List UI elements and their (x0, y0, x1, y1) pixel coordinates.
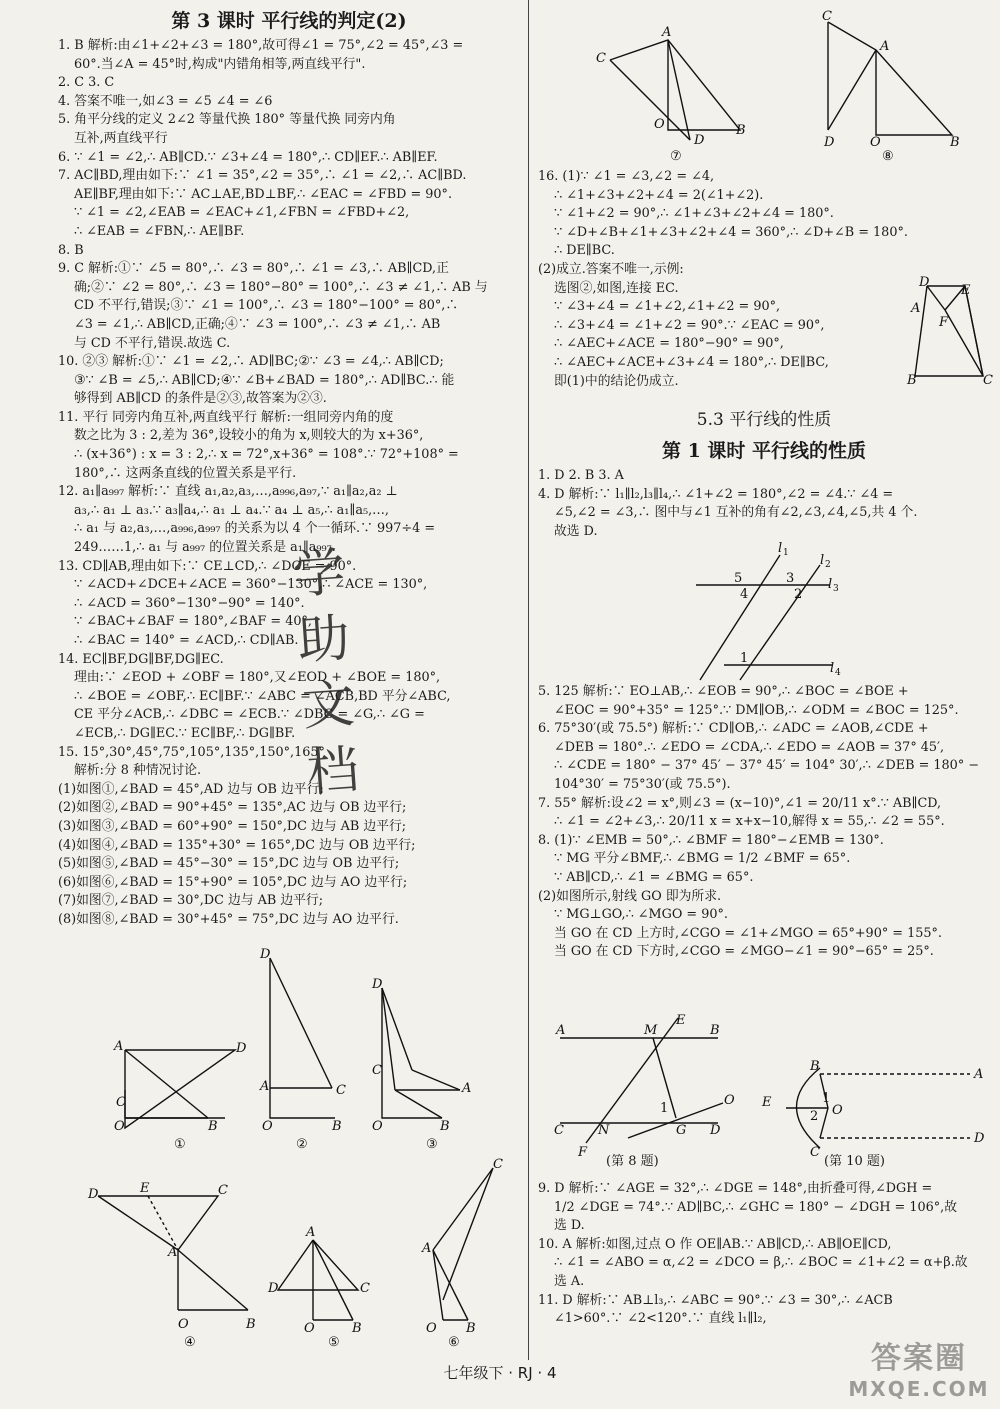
svg-text:A: A (462, 1081, 472, 1096)
text-line: 7. AC∥BD,理由如下:∵ ∠1 = 35°,∠2 = 35°,∴ ∠1 = ∠2,∴ AC∥BD. (58, 168, 467, 184)
text-line: 当 GO 在 CD 下方时,∠CGO = ∠MGO−∠1 = 90°−65° = 25°. (554, 944, 934, 960)
text-line: 11. D 解析:∵ AB⊥l₃,∴ ∠ABC = 90°.∵ ∠3 = 30°,∴ ∠ACB (538, 1292, 893, 1308)
column-divider (528, 0, 529, 1360)
text-line: (2)如图②,∠BAD = 90°+45° = 135°,AC 边与 OB 边平行; (58, 800, 407, 816)
svg-text:O: O (870, 135, 881, 150)
svg-text:D: D (268, 1281, 279, 1296)
text-line: 10. ②③ 解析:①∵ ∠1 = ∠2,∴ AD∥BC;②∵ ∠3 = ∠4,∴ AB∥CD; (58, 354, 444, 370)
svg-text:5: 5 (734, 571, 743, 586)
lesson-title-right: 第 1 课时 平行线的性质 (661, 440, 867, 463)
svg-text:1: 1 (822, 1091, 831, 1106)
text-line: 104°30′ = 75°30′(或 75.5°). (554, 776, 731, 792)
text-line: 选 A. (554, 1273, 585, 1289)
svg-text:2: 2 (810, 1109, 819, 1124)
text-line: (5)如图⑤,∠BAD = 45°−30° = 15°,DC 边与 OB 边平行; (58, 856, 400, 872)
text-line: ∴ ∠1+∠3+∠2+∠4 = 2(∠1+∠2). (554, 187, 764, 203)
svg-text:D: D (372, 977, 383, 992)
figure-1 (113, 1039, 247, 1152)
text-line: 确;②∵ ∠2 = 80°,∴ ∠3 = 180°−80° = 100°,∴ ∠3 ≠ ∠1,∴ AB 与 (74, 279, 488, 295)
text-line: ∴ ∠EAB = ∠FBN,∴ AE∥BF. (74, 223, 245, 239)
text-line: ∵ ∠ACD+∠DCE+∠ACE = 360°−130°,∴ ∠ACE = 130°, (74, 577, 428, 593)
text-line: ∠5,∠2 = ∠3,∴ 图中与∠1 互补的角有∠2,∠3,∠4,∠5,共 4 个. (554, 505, 918, 521)
watermark-title: 答案圈 (871, 1341, 967, 1376)
svg-text:C: C (983, 373, 993, 388)
text-line: ∵ ∠3+∠4 = ∠1+∠2,∠1+∠2 = 90°, (554, 299, 781, 315)
text-line: ∵ MG 平分∠BMF,∴ ∠BMG = 1/2 ∠BMF = 65°. (554, 851, 851, 867)
svg-text:E: E (762, 1095, 772, 1110)
text-line: 4. 答案不唯一,如∠3 = ∠5 ∠4 = ∠6 (58, 93, 273, 109)
svg-text:B: B (907, 373, 917, 388)
text-line: ∵ ∠BAC+∠BAF = 180°,∠BAF = 40°, (74, 614, 312, 630)
svg-text:1: 1 (783, 548, 789, 558)
text-line: ∵ ∠1+∠2 = 90°,∴ ∠1+∠3+∠2+∠4 = 180°. (554, 206, 834, 222)
text-line: a₃,∴ a₁ ⊥ a₃.∵ a₃∥a₄,∴ a₁ ⊥ a₄.∵ a₄ ⊥ a₅,∴ a₁∥a₅,…, (74, 502, 390, 518)
text-line: 15. 15°,30°,45°,75°,105°,135°,150°,165° (58, 744, 325, 760)
svg-text:C: C (554, 1123, 564, 1138)
svg-text:O: O (724, 1093, 735, 1108)
figures-row-2 (88, 1157, 508, 1350)
svg-text:l: l (828, 577, 833, 592)
section-title: 5.3 平行线的性质 (696, 410, 832, 431)
svg-text:D: D (919, 275, 930, 290)
svg-text:B: B (246, 1317, 256, 1332)
text-line: 即(1)中的结论仍成立. (554, 373, 679, 389)
text-line: 16. (1)∵ ∠1 = ∠3,∠2 = ∠4, (538, 169, 715, 184)
svg-text:O: O (372, 1119, 383, 1134)
svg-text:C: C (810, 1145, 820, 1160)
watermark-url: MXQE.COM (848, 1377, 990, 1401)
text-line: ∴ ∠CDE = 180° − 37° 45′ − 37° 45′ = 104° 30′,∴ ∠DEB = 180° − (554, 758, 980, 774)
text-line: 180°,∴ 这两条直线的位置关系是平行. (74, 465, 297, 481)
svg-text:A: A (422, 1241, 432, 1256)
svg-text:D: D (710, 1123, 721, 1138)
svg-text:N: N (598, 1123, 610, 1138)
svg-text:B: B (440, 1119, 450, 1134)
svg-text:O: O (262, 1119, 273, 1134)
text-line: 解析:分 8 种情况讨论. (74, 763, 202, 779)
text-line: CD 不平行,错误;③∵ ∠1 = 100°,∴ ∠3 = 180°−100° = 80°,∴ (74, 298, 459, 314)
text-line: 1. B 解析:由∠1+∠2+∠3 = 180°,故可得∠1 = 75°,∠2 = 45°,∠3 = (58, 38, 464, 53)
text-line: (4)如图④,∠BAD = 135°+30° = 165°,DC 边与 OB 边平行; (58, 837, 416, 853)
figure-2 (259, 947, 346, 1152)
text-line: 8. B (58, 242, 84, 258)
text-line: ∵ MG⊥GO,∴ ∠MGO = 90°. (554, 907, 728, 923)
svg-text:A: A (114, 1039, 124, 1054)
svg-text:3: 3 (833, 584, 839, 594)
text-line: 11. 平行 同旁内角互补,两直线平行 解析:一组同旁内角的度 (58, 409, 394, 425)
svg-text:C: C (493, 1157, 503, 1172)
right-column-bottom (538, 1180, 990, 1329)
right-answers-5-8 (538, 683, 990, 962)
text-line: 选 D. (554, 1218, 585, 1234)
left-column (58, 0, 520, 930)
svg-text:C: C (596, 51, 606, 66)
figure-8 (822, 9, 960, 164)
svg-text:4: 4 (740, 587, 749, 602)
text-line: 6. 75°30′(或 75.5°) 解析:∵ CD∥OB,∴ ∠ADC = ∠AOB,∠CDE + (538, 721, 929, 737)
svg-text:A: A (306, 1225, 316, 1240)
text-line: (3)如图③,∠BAD = 60°+90° = 150°,DC 边与 AB 边平行; (58, 818, 407, 834)
svg-text:A: A (974, 1067, 984, 1082)
text-line: 故选 D. (554, 523, 598, 539)
text-line: ∴ DE∥BC. (554, 243, 615, 259)
text-line: 2. C 3. C (58, 75, 115, 91)
left-answer-text (58, 37, 520, 930)
svg-text:2: 2 (794, 587, 803, 602)
text-line: ∴ ∠1 = ∠2+∠3,∴ 20/11 x = x+x−10,解得 x = 55,∴ ∠2 = 55°. (554, 814, 945, 830)
figure-4-label: ④ (184, 1335, 196, 1350)
text-line: (2)成立.答案不唯一,示例: (538, 261, 684, 277)
text-line: 12. a₁∥a₉₉₇ 解析:∵ 直线 a₁,a₂,a₃,…,a₉₉₆,a₉₇,∵ a₁∥a₂,a₂ ⊥ (58, 484, 398, 500)
svg-text:D: D (236, 1041, 247, 1056)
page-footer: 七年级下 · RJ · 4 (443, 1364, 557, 1382)
text-line: 9. C 解析:①∵ ∠5 = 80°,∴ ∠3 = 80°,∴ ∠1 = ∠3,∴ AB∥CD,正 (58, 261, 449, 277)
text-line: ∠DEB = 180°.∴ ∠EDO = ∠CDA,∴ ∠EDO = ∠AOB = 37° 45′, (554, 739, 945, 755)
svg-text:B: B (466, 1321, 476, 1336)
svg-text:E: E (140, 1181, 150, 1196)
text-line: 5. 125 解析:∵ EO⊥AB,∴ ∠EOB = 90°,∴ ∠BOC = ∠BOE + (538, 684, 909, 699)
svg-text:C: C (822, 9, 832, 24)
svg-text:C: C (218, 1183, 228, 1198)
svg-text:O: O (304, 1321, 315, 1336)
right-answers-9-11 (538, 1180, 990, 1329)
figure-2-label: ② (296, 1137, 308, 1152)
svg-text:D: D (260, 947, 271, 962)
text-line: 选图②,如图,连接 EC. (554, 280, 679, 296)
text-line: (8)如图⑧,∠BAD = 30°+45° = 75°,DC 边与 AO 边平行. (58, 911, 399, 927)
svg-text:C: C (360, 1281, 370, 1296)
text-line: ∴ ∠3+∠4 = ∠1+∠2 = 90°.∵ ∠EAC = 90°, (554, 317, 825, 333)
figure-6-label: ⑥ (448, 1335, 460, 1350)
text-line: ∴ (x+36°) : x = 3 : 2,∴ x = 72°,x+36° = 108°.∵ 72°+108° = (74, 447, 459, 463)
text-line: 14. EC∥BF,DG∥BF,DG∥EC. (58, 651, 224, 667)
text-line: 当 GO 在 CD 上方时,∠CGO = ∠1+∠MGO = 65°+90° = 155°. (554, 925, 942, 941)
figure-5 (267, 1225, 370, 1350)
text-line: (1)如图①,∠BAD = 45°,AD 边与 OB 边平行; (58, 781, 324, 797)
figure-7 (596, 25, 746, 164)
text-line: ∠1>60°.∵ ∠2<120°.∵ 直线 l₁∥l₂, (554, 1311, 767, 1327)
svg-text:C: C (116, 1095, 126, 1110)
svg-text:A: A (911, 301, 921, 316)
text-line: ∠ECB,∴ DG∥EC.∵ EC∥BF,∴ DG∥BF. (74, 725, 296, 741)
figures-row-1 (110, 948, 470, 1158)
text-line: ∴ a₁ 与 a₂,a₃,…,a₉₉₆,a₉₉₇ 的关系为以 4 个一循环.∵ 997÷4 = (74, 521, 436, 537)
text-line: 249……1,∴ a₁ 与 a₉₉₇ 的位置关系是 a₁∥a₉₉₇. (74, 540, 336, 556)
svg-text:D: D (974, 1131, 985, 1146)
svg-text:1: 1 (660, 1101, 669, 1116)
text-line: 与 CD 不平行,错误.故选 C. (74, 335, 231, 351)
text-line: 1/2 ∠DGE = 74°.∵ AD∥BC,∴ ∠GHC = 180° − ∠DGH = 106°,故 (554, 1199, 958, 1215)
svg-text:C: C (336, 1083, 346, 1098)
svg-text:B: B (208, 1119, 218, 1134)
text-line: CE 平分∠ACB,∴ ∠DBC = ∠ECB.∵ ∠DBC = ∠G,∴ ∠G = (74, 707, 425, 723)
svg-text:l: l (830, 661, 835, 676)
text-line: ∠EOC = 90°+35° = 125°.∵ DM∥OB,∴ ∠ODM = ∠BOC = 125°. (554, 702, 959, 718)
text-line: 7. 55° 解析:设∠2 = x°,则∠3 = (x−10)°,∠1 = 20/11 x°.∵ AB∥CD, (538, 795, 942, 811)
text-line: ∠3 = ∠1,∴ AB∥CD,正确;④∵ ∠3 = 100°,∴ ∠3 ≠ ∠1,∴ AB (74, 316, 441, 332)
svg-text:l: l (820, 553, 825, 568)
lesson-title-left: 第 3 课时 平行线的判定(2) (171, 10, 407, 32)
text-line: 4. D 解析:∵ l₁∥l₂,l₃∥l₄,∴ ∠1+∠2 = 180°,∠2 = ∠4.∵ ∠4 = (538, 486, 894, 502)
svg-text:O: O (832, 1103, 843, 1118)
text-line: (2)如图所示,射线 GO 即为所求. (538, 888, 722, 904)
figure-1-label: ① (174, 1137, 186, 1152)
svg-text:G: G (676, 1123, 687, 1138)
text-line: 理由:∵ ∠EOD + ∠OBF = 180°,又∠EOD + ∠BOE = 180°, (74, 670, 441, 686)
svg-text:A: A (662, 25, 672, 40)
svg-text:B: B (710, 1023, 720, 1038)
svg-text:1: 1 (740, 651, 749, 666)
text-line: ∴ ∠ACD = 360°−130°−90° = 140°. (74, 595, 305, 611)
figures-7-8 (590, 10, 990, 165)
text-line: 9. D 解析:∵ ∠AGE = 32°,∴ ∠DGE = 148°,由折叠可得,∠DGH = (538, 1181, 933, 1196)
right-answers-1-4 (538, 467, 990, 541)
svg-text:l: l (778, 541, 783, 556)
text-line: (7)如图⑦,∠BAD = 30°,DC 边与 AB 边平行; (58, 893, 324, 909)
figure-q8-caption: (第 8 题) (606, 1154, 659, 1169)
figure-8-label: ⑧ (882, 149, 894, 164)
figure-3-label: ③ (426, 1137, 438, 1152)
text-line: ∴ ∠AEC+∠ACE+∠3+∠4 = 180°,∴ DE∥BC, (554, 354, 829, 370)
figures-8-10 (548, 1008, 990, 1168)
svg-text:B: B (352, 1321, 362, 1336)
figure-7-label: ⑦ (670, 149, 682, 164)
text-line: 6. ∵ ∠1 = ∠2,∴ AB∥CD.∵ ∠3+∠4 = 180°,∴ CD∥EF.∴ AB∥EF. (58, 149, 438, 165)
handwriting-stamp: 学 助 文 档 (291, 542, 361, 804)
svg-text:B: B (736, 123, 746, 138)
text-line: 互补,两直线平行 (74, 130, 168, 146)
svg-text:A: A (556, 1023, 566, 1038)
svg-text:4: 4 (835, 668, 841, 678)
svg-text:M: M (644, 1023, 658, 1038)
svg-text:B: B (810, 1059, 820, 1074)
figure-3 (371, 977, 471, 1152)
figure-q8 (554, 1013, 735, 1160)
text-line: ∴ ∠BAC = 140° = ∠ACD,∴ CD∥AB. (74, 633, 299, 648)
text-line: 5. 角平分线的定义 2∠2 等量代换 180° 等量代换 同旁内角 (58, 112, 396, 128)
svg-text:O: O (114, 1119, 125, 1134)
svg-text:D: D (694, 133, 705, 148)
text-line: (6)如图⑥,∠BAD = 15°+90° = 105°,DC 边与 AO 边平行; (58, 874, 408, 890)
svg-text:O: O (178, 1317, 189, 1332)
text-line: 10. A 解析:如图,过点 O 作 OE∥AB.∵ AB∥CD,∴ AB∥OE∥CD, (538, 1236, 892, 1252)
site-watermark-logo (844, 1333, 994, 1401)
svg-text:2: 2 (825, 560, 831, 570)
svg-text:A: A (880, 39, 890, 54)
text-line: 数之比为 3 : 2,差为 36°,设较小的角为 x,则较大的为 x+36°, (74, 428, 424, 444)
text-line: ∴ ∠1 = ∠ABO = α,∠2 = ∠DCO = β,∴ ∠BOC = ∠1+∠2 = α+β.故 (554, 1255, 968, 1271)
svg-text:F: F (578, 1145, 588, 1160)
text-line: ∴ ∠AEC+∠ACE = 180°−90° = 90°, (554, 336, 784, 352)
text-line: 60°.当∠A = 45°时,构成"内错角相等,两直线平行". (74, 56, 366, 72)
text-line: ∴ ∠BOE = ∠OBF,∴ EC∥BF.∵ ∠ABC = ∠ACB,BD 平分∠ABC, (74, 688, 451, 704)
text-line: 1. D 2. B 3. A (538, 468, 624, 484)
text-line: ∵ ∠D+∠B+∠1+∠3+∠2+∠4 = 360°,∴ ∠D+∠B = 180°. (554, 224, 908, 240)
svg-text:B: B (332, 1119, 342, 1134)
svg-text:C: C (372, 1063, 382, 1078)
svg-text:E: E (676, 1013, 686, 1028)
text-line: 够得到 AB∥CD 的条件是②③,故答案为②③. (74, 391, 327, 407)
svg-text:A: A (260, 1079, 270, 1094)
svg-text:E: E (961, 283, 971, 298)
svg-text:F: F (939, 315, 949, 330)
figure-6 (421, 1157, 503, 1350)
figure-q4 (690, 540, 870, 680)
right-column-lower (538, 683, 990, 962)
svg-text:B: B (950, 135, 960, 150)
svg-text:D: D (824, 135, 835, 150)
svg-text:D: D (88, 1187, 99, 1202)
svg-text:O: O (654, 117, 665, 132)
text-line: AE∥BF,理由如下:∵ AC⊥AE,BD⊥BF,∴ ∠EAC = ∠FBD = 90°. (74, 186, 453, 202)
svg-text:3: 3 (786, 571, 795, 586)
figure-q10 (761, 1059, 985, 1160)
text-line: ∵ ∠1 = ∠2,∠EAB = ∠EAC+∠1,∠FBN = ∠FBD+∠2, (74, 205, 410, 221)
svg-text:O: O (426, 1321, 437, 1336)
figure-16 (905, 275, 997, 390)
figure-q10-caption: (第 10 题) (824, 1154, 885, 1169)
text-line: ∵ AB∥CD,∴ ∠1 = ∠BMG = 65°. (554, 869, 754, 885)
figure-4 (87, 1181, 256, 1350)
text-line: 8. (1)∵ ∠EMB = 50°,∴ ∠BMF = 180°−∠EMB = 130°. (538, 832, 884, 848)
figure-5-label: ⑤ (328, 1335, 340, 1350)
text-line: 13. CD∥AB,理由如下:∵ CE⊥CD,∴ ∠DCE = 90°. (58, 558, 357, 574)
text-line: ③∵ ∠B = ∠5,∴ AB∥CD;④∵ ∠B+∠BAD = 180°,∴ AD∥BC.∴ 能 (74, 372, 455, 388)
svg-text:A: A (168, 1245, 178, 1260)
